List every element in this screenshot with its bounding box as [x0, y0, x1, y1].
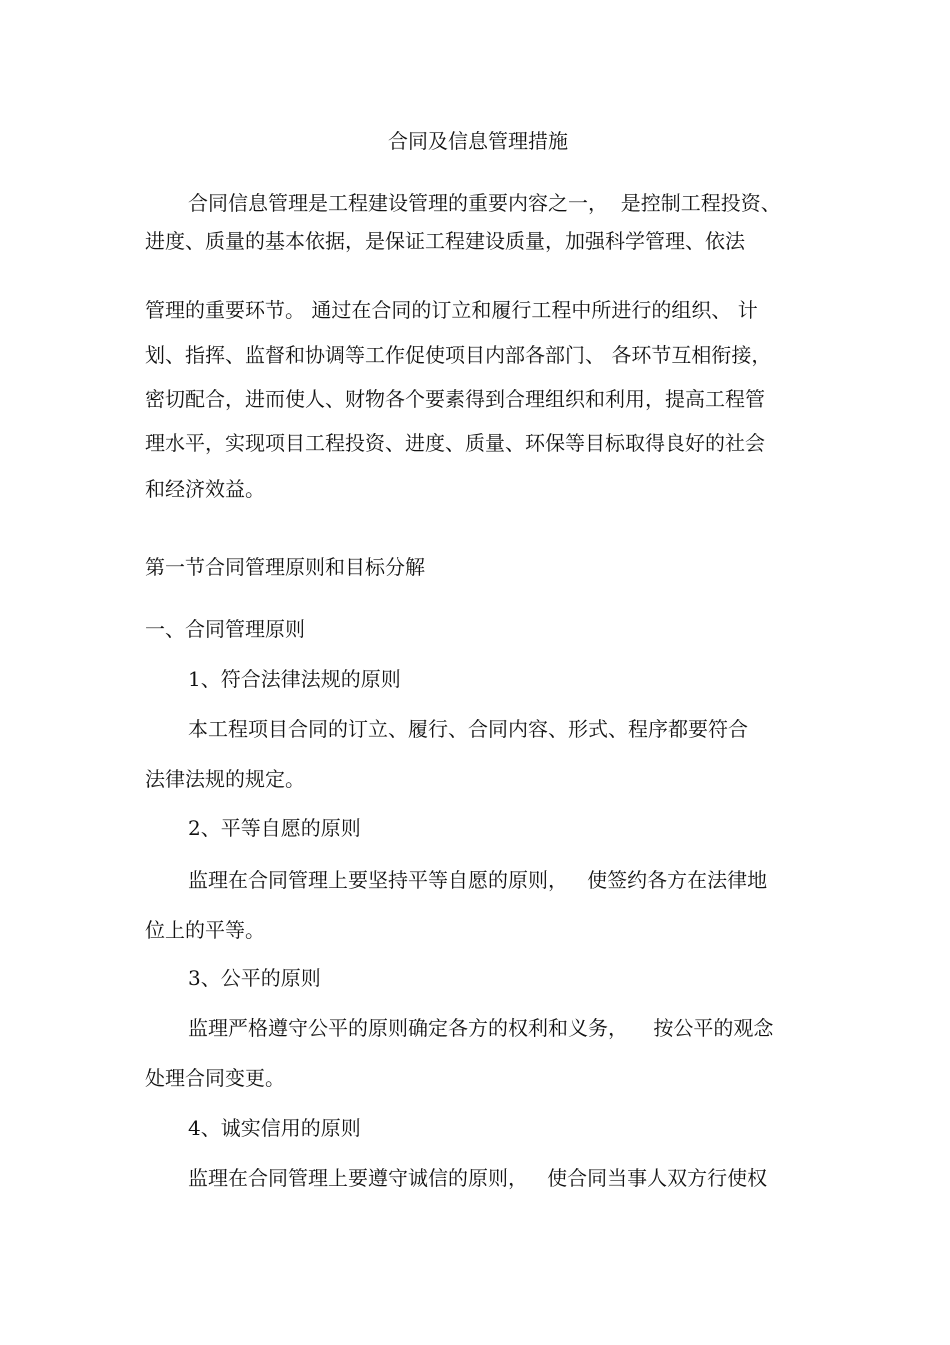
principle-2-line: 位上的平等。	[145, 918, 265, 942]
section-heading: 第一节合同管理原则和目标分解	[145, 555, 425, 579]
subsection-heading: 一、合同管理原则	[145, 617, 305, 641]
principle-1-title: 1、符合法律法规的原则	[188, 667, 401, 691]
intro-line: 密切配合，进而使人、财物各个要素得到合理组织和利用，提高工程管	[145, 387, 765, 411]
principle-2-line: 监理在合同管理上要坚持平等自愿的原则， 使签约各方在法律地	[188, 868, 768, 892]
principle-2-title: 2、平等自愿的原则	[188, 816, 361, 840]
principle-4-line: 监理在合同管理上要遵守诚信的原则， 使合同当事人双方行使权	[188, 1166, 768, 1190]
principle-3-line: 处理合同变更。	[145, 1066, 285, 1090]
intro-line: 理水平，实现项目工程投资、进度、质量、环保等目标取得良好的社会	[145, 431, 765, 455]
intro-line: 和经济效益。	[145, 477, 265, 501]
intro-line: 进度、质量的基本依据，是保证工程建设质量，加强科学管理、依法	[145, 229, 745, 253]
document-title: 合同及信息管理措施	[388, 129, 568, 153]
principle-4-title: 4、诚实信用的原则	[188, 1116, 361, 1140]
intro-line: 管理的重要环节。 通过在合同的订立和履行工程中所进行的组织、 计	[145, 298, 758, 322]
intro-line: 合同信息管理是工程建设管理的重要内容之一， 是控制工程投资、	[188, 191, 781, 215]
principle-1-line: 法律法规的规定。	[145, 767, 305, 791]
intro-line: 划、指挥、监督和协调等工作促使项目内部各部门、 各环节互相衔接，	[145, 343, 772, 367]
principle-3-title: 3、公平的原则	[188, 966, 321, 990]
principle-3-line: 监理严格遵守公平的原则确定各方的权利和义务， 按公平的观念	[188, 1016, 774, 1040]
principle-1-line: 本工程项目合同的订立、履行、合同内容、形式、程序都要符合	[188, 717, 748, 741]
